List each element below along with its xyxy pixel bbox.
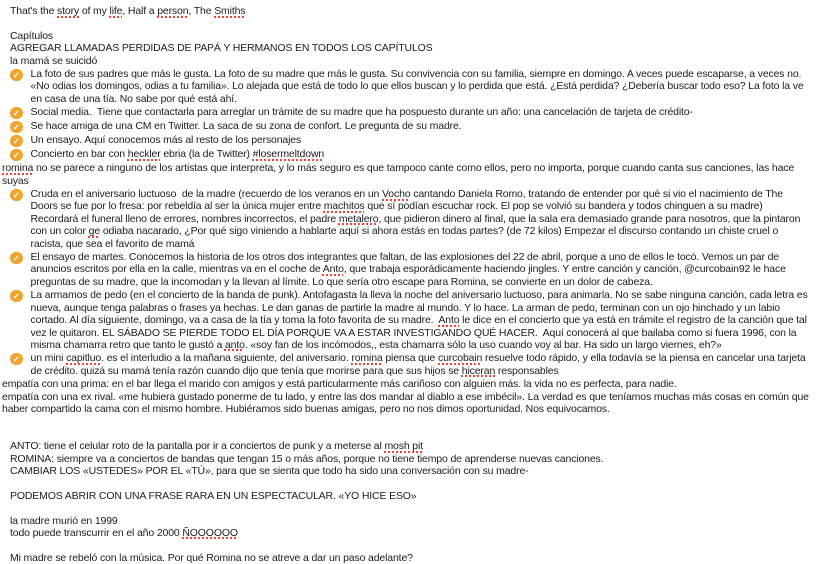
misspelled-word: story <box>57 5 80 17</box>
checked-checkbox-icon[interactable]: ✓ <box>10 107 23 120</box>
checked-checkbox-icon[interactable]: ✓ <box>10 252 23 265</box>
text-run: la madre murió en 1999 <box>10 514 118 527</box>
text-run: , The <box>188 5 215 17</box>
checked-checkbox-icon[interactable]: ✓ <box>10 121 23 134</box>
misspelled-word: heckler <box>127 148 161 161</box>
checked-checkbox-icon[interactable]: ✓ <box>10 290 23 303</box>
misspelled-word: Smiths <box>214 5 246 17</box>
note-paragraph <box>2 378 812 390</box>
text-run: That's the <box>10 5 58 17</box>
checklist-item <box>2 188 812 250</box>
text-run: , que pidieron dinero al final, que la sala era demasiado grande para nosotros, que la pintaron con un color <box>30 212 804 238</box>
checked-checkbox-icon[interactable]: ✓ <box>10 149 23 162</box>
text-run: ANTO: tiene el celular roto de la pantalla por ir a conciertos de punk y a meterse al <box>10 440 385 453</box>
checked-checkbox-icon[interactable]: ✓ <box>10 69 23 82</box>
text-run: cantando Daniela Romo, tratando de entender por qué si vio el nacimiento de The Doors se fue por lo fresa: por rebeldía al ser la única mujer entre <box>30 188 786 213</box>
checklist-item <box>2 106 812 119</box>
checklist-item-text <box>31 106 813 118</box>
misspelled-word: Anto <box>438 314 460 327</box>
checklist-item <box>2 68 812 105</box>
text-run: CAMBIAR LOS «USTEDES» POR EL «TÚ», para que se sienta que todo ha sido una conversación con su madre- <box>10 464 529 477</box>
text-run: le dice en el concierto que ya está en trámite el registro de la canción que tal vez le quitaron. EL SÁBADO SE PIERDE TODO EL DÍA PORQUE VA A ESTAR INVESTIGANDO QUÉ HACER. Aquí conocerá al que bailaba como si fuera 1996, con la misma chamarra retro que tanto le gustó a <box>30 314 810 351</box>
text-run: AGREGAR LLAMADAS PERDIDAS DE PAPÁ Y HERMANOS EN TODOS LOS CAPÍTULOS <box>10 42 433 55</box>
text-run: PODEMOS ABRIR CON UNA FRASE RARA EN UN ESPECTACULAR. «YO HICE ESO» <box>10 489 417 502</box>
checklist-item <box>2 120 812 133</box>
misspelled-word: ÑOOOOOO <box>182 526 238 539</box>
checklist-item <box>2 134 812 147</box>
text-run: empatía con una ex rival. «me hubiera gustado ponerme de tu lado, y entre las dos mandar al diablo a ese imbécil». La verdad es que teníamos muchas más cosas en común que haber compartido la cama con el mismo hombre. Hubiéramos sido buenas amigas, pero no nos dimos oportunidad. Nos equivocamos. <box>2 390 812 415</box>
checklist-item-text <box>31 251 813 288</box>
checklist-item-text <box>31 148 813 160</box>
note-paragraph <box>2 5 812 17</box>
misspelled-word: machitos <box>323 200 365 213</box>
text-run: of my <box>79 5 110 17</box>
misspelled-word: mosh pit <box>384 440 423 453</box>
checklist-item-text <box>31 289 813 351</box>
misspelled-word: life <box>109 5 123 17</box>
checklist-item <box>2 251 812 288</box>
note-paragraph <box>2 527 812 539</box>
misspelled-word: curcobain <box>438 352 483 365</box>
text-run: ROMINA: siempre va a conciertos de bandas que tengan 15 o más años, porque no tiene tiempo de aprenderse nuevas canciones. <box>10 452 604 465</box>
misspelled-word: Vocho <box>382 188 411 201</box>
blank-line <box>2 477 812 489</box>
blank-line <box>2 428 812 440</box>
checked-checkbox-icon[interactable]: ✓ <box>10 189 23 202</box>
misspelled-word: person <box>157 5 189 17</box>
text-run: todo puede transcurrir en el año 2000 <box>10 526 183 539</box>
blank-line <box>2 539 812 551</box>
blank-line <box>2 415 812 427</box>
text-run: resuelve todo rápido, y ella todavía se la piensa en cancelar una tarjeta de crédito. quizá su mamá tenía razón cuando dijo que tenía que morirse para que sus hijos se <box>30 352 809 377</box>
checklist-item <box>2 352 812 377</box>
text-run: ebria (la de Twitter) <box>160 148 253 161</box>
text-run: un mini <box>30 352 67 365</box>
text-run: responsables <box>495 364 559 377</box>
text-run: no se parece a ninguno de los artistas que interpreta, y lo más seguro es que tampoco cante como ellos, pero no importa, porque cuando canta sus canciones, las hace suyas <box>2 162 797 187</box>
note-paragraph <box>2 30 812 42</box>
note-paragraph <box>2 490 812 502</box>
misspelled-word: metalero <box>338 212 379 225</box>
misspelled-word: #losermeltdown <box>252 148 325 161</box>
misspelled-word: hiceran <box>461 364 496 377</box>
text-run: Se hace amiga de una CM en Twitter. La saca de su zona de confort. Le pregunta de su madre. <box>30 120 462 133</box>
checklist-item-text <box>31 120 813 132</box>
misspelled-word: Anto <box>322 263 344 276</box>
text-run: Concierto en bar con <box>30 148 128 161</box>
checklist-item-text <box>31 134 813 146</box>
checklist-item-text <box>31 352 813 377</box>
text-run: . «soy fan de los incómodos,, esta chamarra sólo la uso cuando voy al bar. Ha sido un largo viernes, eh?» <box>244 338 722 351</box>
misspelled-word: ge <box>88 225 101 238</box>
blank-line <box>2 17 812 29</box>
text-run: Cruda en el aniversario luctuoso de la madre (recuerdo de los veranos en un <box>30 188 382 201</box>
text-run: odiaba nacarado, ¿Por qué sigo viniendo a hablarte aquí si ahora estás en todas partes? (de 72 kilos) Empezar el discurso contando un chiste cruel o racista, que sea el favorito de mamá <box>30 225 781 250</box>
text-run: que sí podían escuchar rock. El pop se volvió su bandera y todos chinguen a su madre) Recordará el funeral lleno de errores, nombres incorrectos, el padre <box>30 200 766 225</box>
text-run: , que trabaja esporádicamente haciendo jingles. Y entre canción y canción, @curcobain92 le hace preguntas de su madre, que la incomodan y la llevan al límite. Lo que sería otro escape para Romina, se convierte en un dolor de cabeza. <box>30 263 789 288</box>
note-paragraph <box>2 42 812 54</box>
text-run: La foto de sus padres que más le gusta. La foto de su madre que más le gusta. Su convivencia con su familia, siempre en domingo. A veces puede escaparse, a veces no. «No odias los domingos, odias a tu familia». Lo alejada que está de todo lo que ellos buscan y lo perdida que está. ¿Está perdida? ¿Debería buscar todo eso? La foto la ve en casa de una tía. No sabe por qué está ahí. <box>30 68 807 105</box>
checklist-item <box>2 289 812 351</box>
note-paragraph <box>2 55 812 67</box>
note-paragraph <box>2 453 812 465</box>
note-paragraph <box>2 552 812 564</box>
checked-checkbox-icon[interactable]: ✓ <box>10 135 23 148</box>
misspelled-word: capitluo <box>66 352 102 365</box>
text-run: . es el interludio a la mañana siguiente, del aniversario. <box>101 352 352 365</box>
checklist-item-text <box>31 188 813 250</box>
note-paragraph <box>2 440 812 452</box>
misspelled-word: romina <box>351 352 383 365</box>
text-run: La armamos de pedo (en el concierto de la banda de punk). Antofagasta la lleva la noche del aniversario luctuoso, para animarla. No se sabe ninguna canción, cada letra es nueva, aunque tenga palabras o frases ya hechas. Le dan ganas de partirle la madre al mundo. Y lo hace. La arman de pedo, terminan con un ojo hinchado y un labio cortado. Al día siguiente, domingo, va a casa de la tía y toma la foto favorita de su madre. <box>30 289 811 327</box>
text-run: piensa que <box>382 352 439 365</box>
text-run: Un ensayo. Aquí conocemos más al resto de los personajes <box>30 134 302 147</box>
note-paragraph <box>2 465 812 477</box>
blank-line <box>2 502 812 514</box>
checked-checkbox-icon[interactable]: ✓ <box>10 353 23 366</box>
checklist-item-text <box>31 68 813 105</box>
text-run: Social media. Tiene que contactarla para arreglar un trámite de su madre que ha pospuesto durante un año: una cancelación de tarjeta de crédito- <box>30 106 693 119</box>
text-run: Mi madre se rebeló con la música. Por qué Romina no se atreve a dar un paso adelante? <box>10 551 413 564</box>
text-run: la mamá se suicidó <box>10 54 98 67</box>
note-paragraph <box>2 391 812 416</box>
misspelled-word: romina <box>2 162 34 175</box>
note-paragraph <box>2 162 812 187</box>
text-run: , Half a <box>122 5 158 17</box>
text-run: Capítulos <box>10 29 54 42</box>
text-run: empatía con una prima: en el bar llega el marido con amigos y está particularmente más cariñoso con alguien más. la vida no es perfecta, para nadie. <box>2 378 677 391</box>
checklist-item <box>2 148 812 161</box>
text-run: El ensayo de martes. Conocemos la historia de los otros dos integrantes que faltan, de las explosiones del 22 de abril, porque a uno de ellos le tocó. Vemos un par de anuncios escritos por ella en la calle, mientras va en el coche de <box>30 251 782 276</box>
misspelled-word: anto <box>224 338 245 351</box>
